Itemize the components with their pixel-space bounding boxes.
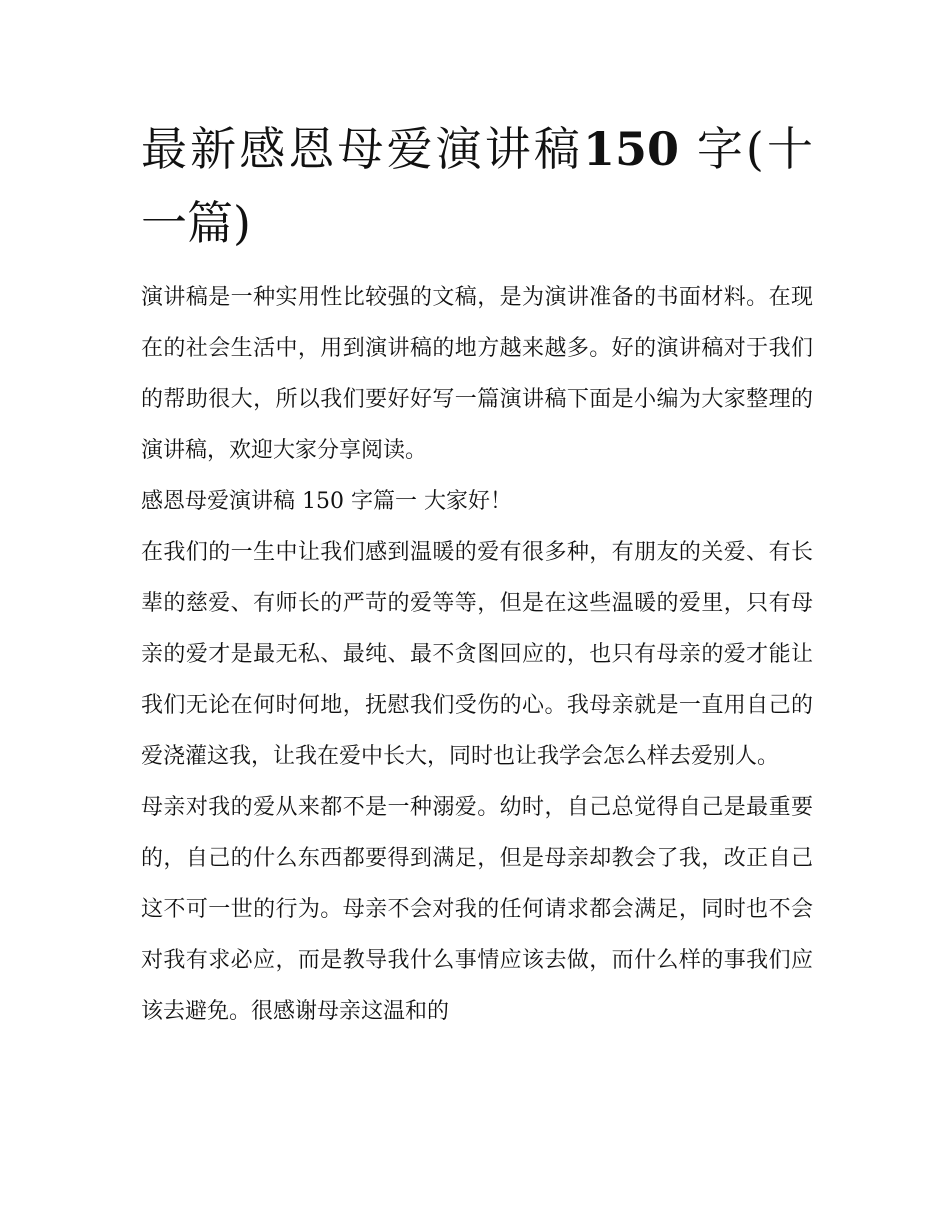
document-title <box>141 112 813 260</box>
body-paragraph: 在我们的一生中让我们感到温暖的爱有很多种，有朋友的关爱、有长辈的慈爱、有师长的严苛的爱等等，但是在这些温暖的爱里，只有母亲的爱才是最无私、最纯、最不贪图回应的，也只有母亲的爱才能让我们无论在何时何地，抚慰我们受伤的心。我母亲就是一直用自己的爱浇灌这我，让我在爱中长大，同时也让我学会怎么样去爱别人。 <box>141 540 813 769</box>
title-number: 150 <box>583 122 680 176</box>
document-body <box>141 112 813 1037</box>
title-suffix: 字(十一篇) <box>141 122 813 250</box>
title-prefix: 最新感恩母爱演讲稿 <box>141 122 584 176</box>
intro-paragraph: 演讲稿是一种实用性比较强的文稿，是为演讲准备的书面材料。在现在的社会生活中，用到演讲稿的地方越来越多。好的演讲稿对于我们的帮助很大，所以我们要好好写一篇演讲稿下面是小编为大家整理的演讲稿，欢迎大家分享阅读。 <box>141 285 813 463</box>
section-heading: 感恩母爱演讲稿 150 字篇一 大家好！ <box>141 489 512 514</box>
body-paragraph: 母亲对我的爱从来都不是一种溺爱。幼时，自己总觉得自己是最重要的，自己的什么东西都要得到满足，但是母亲却教会了我，改正自己这不可一世的行为。母亲不会对我的任何请求都会满足，同时也不会对我有求必应，而是教导我什么事情应该去做，而什么样的事我们应该去避免。很感谢母亲这温和的 <box>141 795 813 1024</box>
